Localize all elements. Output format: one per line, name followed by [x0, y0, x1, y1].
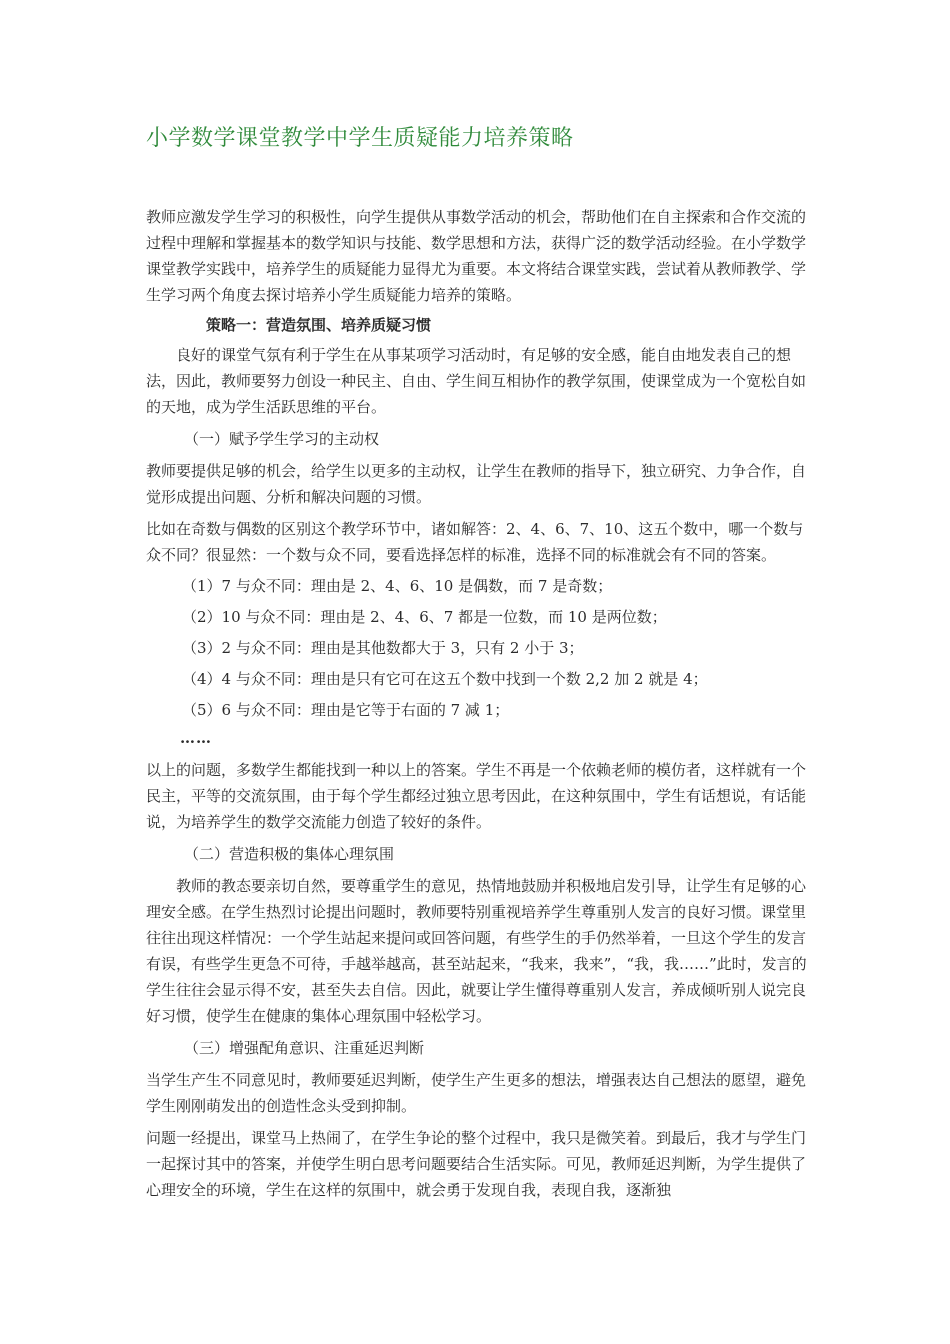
- section-1-paragraph: 教师要提供足够的机会，给学生以更多的主动权，让学生在教师的指导下，独立研究、力争合作，自觉形成提出问题、分析和解决问题的习惯。: [146, 462, 807, 506]
- strategy-paragraph: 良好的课堂气氛有利于学生在从事某项学习活动时，有足够的安全感，能自由地发表自己的想法，因此，教师要努力创设一种民主、自由、学生间互相协作的教学氛围，使课堂成为一个宽松自如的天地，成为学生活跃思维的平台。: [146, 346, 807, 416]
- document-body: [146, 204, 812, 1203]
- document-title: 小学数学课堂教学中学生质疑能力培养策略: [146, 126, 574, 151]
- section-heading-1: （一）赋予学生学习的主动权: [184, 430, 380, 448]
- example-conclusion-paragraph: 以上的问题，多数学生都能找到一种以上的答案。学生不再是一个依赖老师的模仿者，这样就有一个民主，平等的交流氛围，由于每个学生都经过独立思考因此，在这种氛围中，学生有话想说，有话能说，为培养学生的数学交流能力创造了较好的条件。: [146, 761, 807, 831]
- example-intro-paragraph: 比如在奇数与偶数的区别这个教学环节中，诸如解答：2、4、6、7、10、这五个数中，哪一个数与众不同？很显然：一个数与众不同，要看选择怎样的标准，选择不同的标准就会有不同的答案。: [146, 520, 804, 564]
- section-heading-3: （三）增强配角意识、注重延迟判断: [184, 1039, 425, 1057]
- ellipsis: ……: [180, 729, 212, 747]
- section-2-paragraph: 教师的教态要亲切自然，要尊重学生的意见，热情地鼓励并积极地启发引导，让学生有足够的心理安全感。在学生热烈讨论提出问题时，教师要特别重视培养学生尊重别人发言的良好习惯。课堂里往往出现这样情况：一个学生站起来提问或回答问题，有些学生的手仍然举着，一旦这个学生的发言有误，有些学生更急不可待，手越举越高，甚至站起来，“我来，我来”，“我，我……”此时，发言的学生往往会显示得不安，甚至失去自信。因此，就要让学生懂得尊重别人发言，养成倾听别人说完良好习惯，使学生在健康的集体心理氛围中轻松学习。: [146, 877, 807, 1025]
- case-item-4: （4）4 与众不同：理由是只有它可在这五个数中找到一个数 2,2 加 2 就是 4；: [182, 670, 708, 688]
- case-item-5: （5）6 与众不同：理由是它等于右面的 7 减 1；: [182, 701, 510, 719]
- intro-paragraph: 教师应激发学生学习的积极性，向学生提供从事数学活动的机会，帮助他们在自主探索和合作交流的过程中理解和掌握基本的数学知识与技能、数学思想和方法，获得广泛的数学活动经验。在小学数学课堂教学实践中，培养学生的质疑能力显得尤为重要。本文将结合课堂实践，尝试着从教师教学、学生学习两个角度去探讨培养小学生质疑能力培养的策略。: [146, 208, 807, 304]
- case-item-2: （2）10 与众不同：理由是 2、4、6、7 都是一位数，而 10 是两位数；: [182, 608, 667, 626]
- section-heading-2: （二）营造积极的集体心理氛围: [184, 845, 395, 863]
- section-3-paragraph-1: 当学生产生不同意见时，教师要延迟判断，使学生产生更多的想法，增强表达自己想法的愿望，避免学生刚刚萌发出的创造性念头受到抑制。: [146, 1071, 807, 1115]
- case-item-1: （1）7 与众不同：理由是 2、4、6、10 是偶数，而 7 是奇数；: [182, 577, 613, 595]
- case-item-3: （3）2 与众不同：理由是其他数都大于 3，只有 2 小于 3；: [182, 639, 584, 657]
- section-3-paragraph-2: 问题一经提出，课堂马上热闹了，在学生争论的整个过程中，我只是微笑着。到最后，我才与学生门一起探讨其中的答案，并使学生明白思考问题要结合生活实际。可见，教师延迟判断，为学生提供了心理安全的环境，学生在这样的氛围中，就会勇于发现自我，表现自我，逐渐独: [146, 1129, 807, 1199]
- strategy-heading: 策略一：营造氛围、培养质疑习惯: [206, 316, 432, 334]
